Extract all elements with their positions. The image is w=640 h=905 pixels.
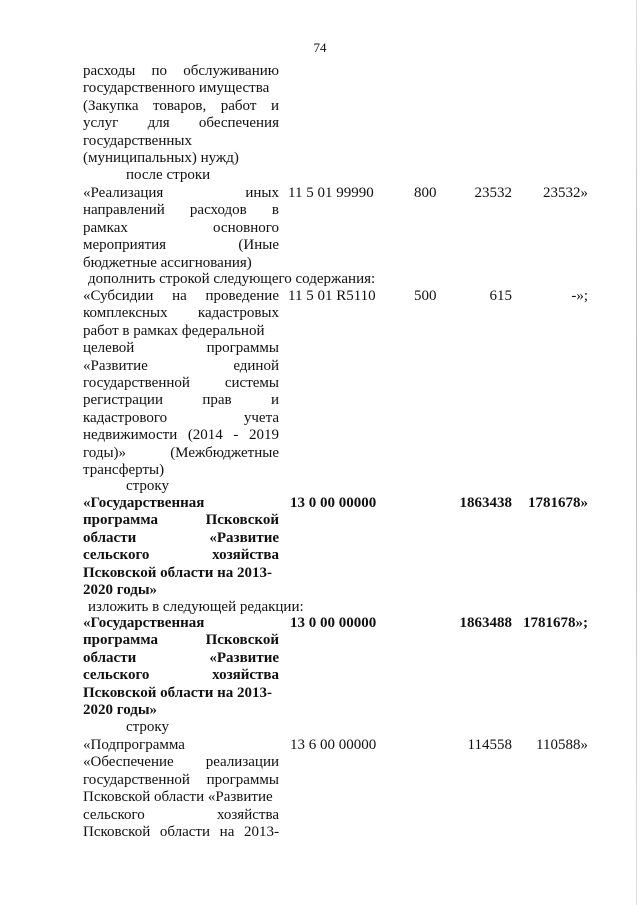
entry4-value-1: 1863488 <box>459 615 512 631</box>
word: кадастрового <box>83 409 168 426</box>
word: (Закупка <box>83 97 139 114</box>
text-line <box>83 132 279 150</box>
text-line <box>83 736 279 754</box>
word: работ <box>220 97 257 114</box>
text-line <box>83 97 279 115</box>
word: «Развитие <box>209 649 279 666</box>
word: товаров, <box>153 97 207 114</box>
text-line <box>83 614 279 632</box>
word: «Подпрограмма <box>83 737 185 753</box>
word: (муниципальных) нужд) <box>83 150 239 166</box>
word: 2013- <box>244 824 279 840</box>
word: и <box>270 392 279 409</box>
word: комплексных <box>83 305 168 322</box>
text-line <box>83 149 279 167</box>
word: кадастровых <box>197 305 279 322</box>
word: Псковской области на 2013- <box>83 684 273 701</box>
word: направлений <box>83 202 165 219</box>
word: Псковской <box>205 632 279 649</box>
row-word-label: строку <box>126 478 169 494</box>
text-line <box>83 62 279 80</box>
text-line <box>83 287 279 305</box>
word: области <box>83 529 137 546</box>
word: Псковской <box>83 824 151 840</box>
text-line <box>83 631 279 649</box>
word: хозяйства <box>216 806 279 823</box>
word: 2020 годы» <box>83 582 158 598</box>
word: государственных <box>83 132 192 149</box>
word: (Межбюджетные <box>170 444 279 461</box>
word: по <box>151 63 168 79</box>
word: и <box>270 97 279 114</box>
word: хозяйства <box>212 547 279 564</box>
word: трансферты) <box>83 462 165 478</box>
text-line <box>83 511 279 529</box>
word: программы <box>206 340 279 357</box>
word: области <box>83 649 137 666</box>
word: программы <box>206 771 279 788</box>
word: работ в рамках федеральной <box>83 322 265 339</box>
word: услуг <box>83 115 119 132</box>
after-line-label: после строки <box>126 167 211 183</box>
text-line <box>83 304 279 322</box>
text-line <box>83 322 279 340</box>
word: реализации <box>205 754 279 771</box>
word: расходов <box>189 202 247 219</box>
text-line <box>83 461 279 479</box>
word: области <box>159 824 211 840</box>
word: на <box>219 824 235 840</box>
word: единой <box>233 357 279 374</box>
entry2-code: 11 5 01 R5110 <box>288 288 376 304</box>
word: сельского <box>83 547 150 564</box>
word: программа <box>83 512 158 529</box>
page-number: 74 <box>313 40 327 55</box>
edit-line: изложить в следующей редакции: <box>88 599 304 615</box>
word: целевой <box>83 340 135 357</box>
text-line <box>83 581 279 599</box>
entry3-value-1: 1863438 <box>459 495 512 511</box>
word: регистрации <box>83 392 163 409</box>
word: обслуживанию <box>183 63 279 79</box>
word: Псковской <box>205 512 279 529</box>
text-line <box>83 79 279 97</box>
text-line <box>83 219 279 237</box>
word: Псковской области «Развитие <box>83 789 273 806</box>
word: сельского <box>83 667 150 684</box>
entry1-value-2: 23532» <box>543 185 588 201</box>
word: 2019 <box>248 427 279 444</box>
text-line <box>83 184 279 202</box>
word: «Государственная <box>83 495 205 511</box>
text-line <box>83 649 279 667</box>
text-line <box>83 494 279 512</box>
entry5-value-1: 114558 <box>467 737 512 753</box>
text-line <box>83 201 279 219</box>
word: «Государственная <box>83 615 205 631</box>
row-word-label: строку <box>126 719 169 735</box>
entry5-code: 13 6 00 00000 <box>290 737 377 753</box>
word: учета <box>243 409 279 426</box>
word: «Реализация <box>83 185 164 201</box>
word: бюджетные ассигнования) <box>83 254 252 271</box>
text-line <box>83 357 279 375</box>
word: (Иные <box>238 237 279 254</box>
word: «Развитие <box>83 357 148 374</box>
entry3-value-2: 1781678» <box>528 495 588 511</box>
word: государственного имущества <box>83 80 270 97</box>
word: «Субсидии <box>83 288 154 304</box>
word: обеспечения <box>198 115 279 132</box>
supplement-line: дополнить строкой следующего содержания: <box>88 271 376 287</box>
word: иных <box>245 185 279 201</box>
text-line <box>83 374 279 392</box>
text-line <box>83 564 279 582</box>
word: годы)» <box>83 444 127 461</box>
word: мероприятия <box>83 237 167 254</box>
text-line <box>83 426 279 444</box>
word: - <box>233 427 239 444</box>
word: проведение <box>205 288 279 304</box>
entry1-code: 11 5 01 99990 <box>288 185 374 201</box>
word: основного <box>213 219 279 236</box>
scan-edge-line <box>636 0 637 905</box>
entry1-type: 800 <box>414 185 437 201</box>
text-line <box>83 529 279 547</box>
text-line <box>83 254 279 272</box>
entry2-type: 500 <box>414 288 437 304</box>
word: «Развитие <box>209 529 279 546</box>
text-line <box>83 339 279 357</box>
entry2-value-2: -»; <box>571 288 588 304</box>
word: государственной <box>83 375 190 391</box>
entry1-value-1: 23532 <box>474 185 512 201</box>
word: недвижимости <box>83 427 178 444</box>
word: хозяйства <box>212 667 279 684</box>
word: «Обеспечение <box>83 754 174 771</box>
text-line <box>83 823 279 841</box>
text-line <box>83 546 279 564</box>
entry2-value-1: 615 <box>489 288 512 304</box>
text-line <box>83 701 279 719</box>
text-line <box>83 788 279 806</box>
text-line <box>83 684 279 702</box>
text-line <box>83 114 279 132</box>
text-line <box>83 771 279 789</box>
text-line <box>83 391 279 409</box>
word: 2020 годы» <box>83 702 158 718</box>
entry5-value-2: 110588» <box>536 737 588 753</box>
text-line <box>83 753 279 771</box>
entry4-value-2: 1781678»; <box>523 615 588 631</box>
text-line <box>83 806 279 824</box>
text-line <box>83 666 279 684</box>
word: рамках <box>83 219 128 236</box>
word: Псковской области на 2013- <box>83 564 273 581</box>
word: программа <box>83 632 158 649</box>
text-line <box>83 236 279 254</box>
word: государственной <box>83 771 190 788</box>
text-line <box>83 409 279 427</box>
word: прав <box>202 392 232 409</box>
word: системы <box>224 375 279 391</box>
entry3-code: 13 0 00 00000 <box>290 495 377 511</box>
word: (2014 <box>187 427 223 444</box>
word: сельского <box>83 806 145 823</box>
word: расходы <box>83 63 136 79</box>
word: для <box>147 115 170 132</box>
text-line <box>83 444 279 462</box>
entry4-code: 13 0 00 00000 <box>290 615 377 631</box>
word: на <box>172 288 187 304</box>
word: в <box>271 202 279 219</box>
